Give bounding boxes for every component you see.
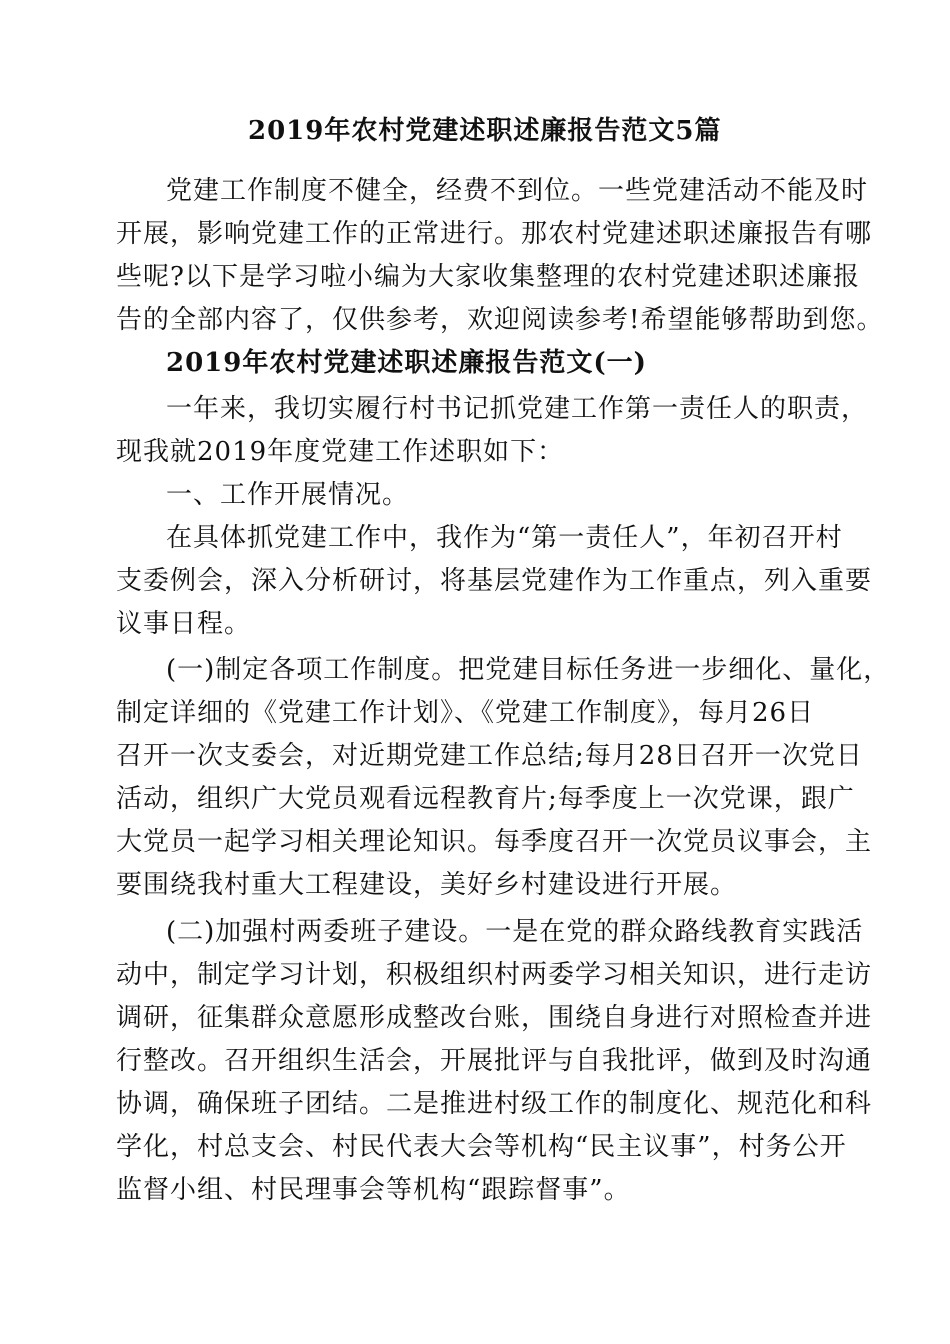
para1-line-1: 一年来，我切实履行村书记抓党建工作第一责任人的职责， bbox=[166, 394, 869, 424]
para4-line-7: 监督小组、村民理事会等机构“跟踪督事”。 bbox=[116, 1175, 631, 1205]
para2-line-2: 支委例会，深入分析研讨，将基层党建作为工作重点，列入重要 bbox=[116, 566, 873, 596]
para4-line-4: 行整改。召开组织生活会，开展批评与自我批评，做到及时沟通 bbox=[116, 1046, 873, 1076]
intro-line-2: 开展，影响党建工作的正常进行。那农村党建述职述廉报告有哪 bbox=[116, 219, 873, 249]
para4-line-1: (二)加强村两委班子建设。一是在党的群众路线教育实践活 bbox=[166, 917, 864, 947]
para2-line-1: 在具体抓党建工作中，我作为“第一责任人”，年初召开村 bbox=[166, 523, 843, 553]
para2-line-3: 议事日程。 bbox=[116, 609, 252, 639]
para4-line-3: 调研，征集群众意愿形成整改台账，围绕自身进行对照检查并进 bbox=[116, 1003, 873, 1033]
section-heading: 2019年农村党建述职述廉报告范文(一) bbox=[166, 348, 647, 378]
heading-1: 一、工作开展情况。 bbox=[166, 480, 410, 510]
intro-line-4: 告的全部内容了，仅供参考，欢迎阅读参考!希望能够帮助到您。 bbox=[116, 305, 884, 335]
para3-line-5: 大党员一起学习相关理论知识。每季度召开一次党员议事会，主 bbox=[116, 827, 873, 857]
para4-line-2: 动中，制定学习计划，积极组织村两委学习相关知识，进行走访 bbox=[116, 960, 873, 990]
para1-line-2: 现我就2019年度党建工作述职如下： bbox=[116, 437, 565, 467]
document-title: 2019年农村党建述职述廉报告范文5篇 bbox=[248, 116, 722, 146]
para3-line-2: 制定详细的《党建工作计划》、《党建工作制度》，每月26日 bbox=[116, 698, 815, 728]
intro-line-3: 些呢?以下是学习啦小编为大家收集整理的农村党建述职述廉报 bbox=[116, 262, 860, 292]
para4-line-6: 学化，村总支会、村民代表大会等机构“民主议事”，村务公开 bbox=[116, 1132, 847, 1162]
para3-line-4: 活动，组织广大党员观看远程教育片;每季度上一次党课，跟广 bbox=[116, 784, 855, 814]
intro-line-1: 党建工作制度不健全，经费不到位。一些党建活动不能及时 bbox=[166, 176, 869, 206]
para3-line-1: (一)制定各项工作制度。把党建目标任务进一步细化、量化， bbox=[166, 655, 891, 685]
para4-line-5: 协调，确保班子团结。二是推进村级工作的制度化、规范化和科 bbox=[116, 1089, 873, 1119]
para3-line-3: 召开一次支委会，对近期党建工作总结;每月28日召开一次党日 bbox=[116, 741, 863, 771]
para3-line-6: 要围绕我村重大工程建设，美好乡村建设进行开展。 bbox=[116, 870, 738, 900]
